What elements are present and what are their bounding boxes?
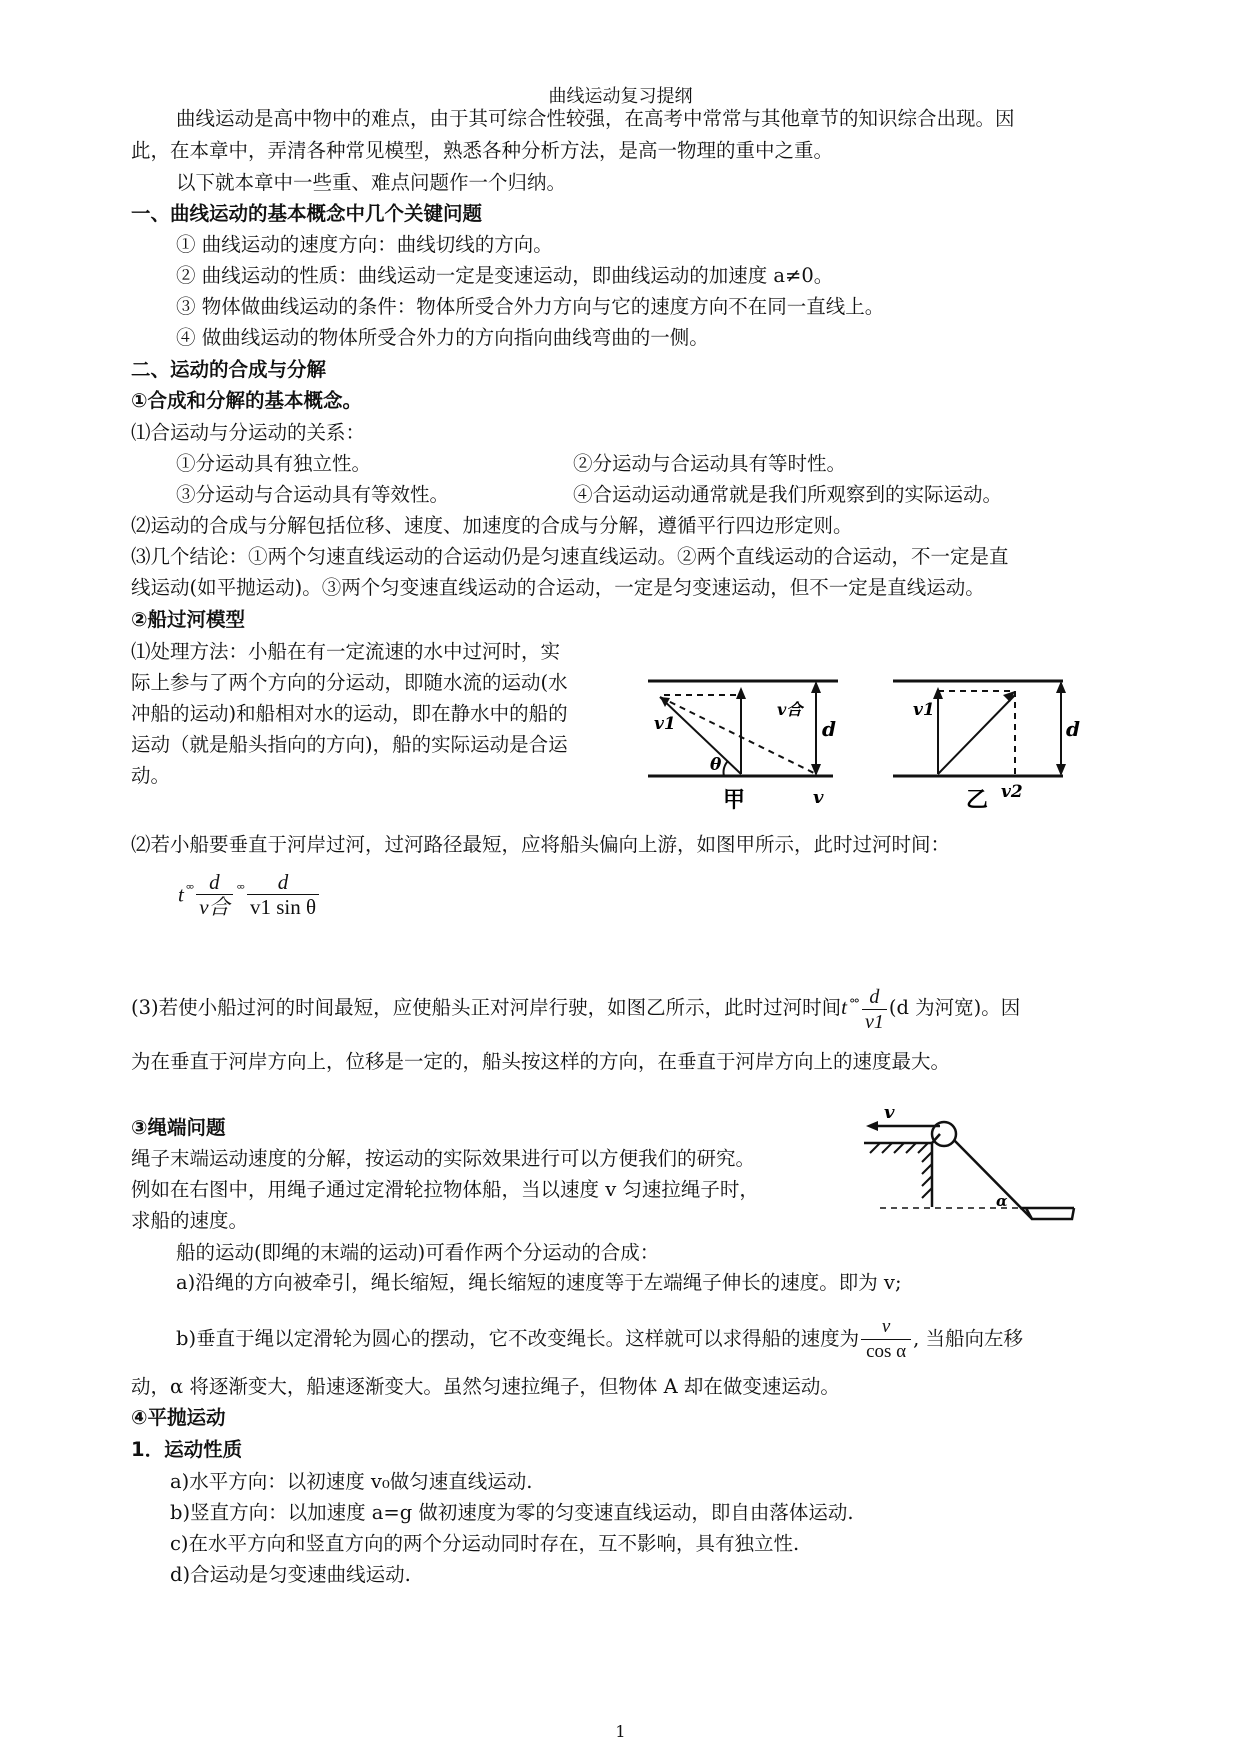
relation-title: ⑴合运动与分运动的关系： <box>131 421 366 444</box>
boat-method-line: ⑴处理方法：小船在有一定流速的水中过河时，实 <box>131 640 561 663</box>
conclusions-line-1: ⑶几个结论：①两个匀速直线运动的合运动仍是匀速直线运动。②两个直线运动的合运动，不一定是直 <box>131 545 1009 568</box>
formula-denominator: v1 <box>864 1011 884 1033</box>
formula-equals: °° <box>185 881 193 897</box>
document-title: 曲线运动复习提纲 <box>548 86 693 107</box>
boat-explanation: 为在垂直于河岸方向上，位移是一定的，船头按这样的方向，在垂直于河岸方向上的速度最大。 <box>131 1050 951 1073</box>
boat-heading: ②船过河模型 <box>131 608 246 631</box>
rope-heading: ③绳端问题 <box>131 1116 226 1139</box>
section-2-heading: 二、运动的合成与分解 <box>131 358 327 381</box>
rope-pulley-figure <box>860 1098 1082 1228</box>
conclusions-line-2: 线运动(如平抛运动)。③两个匀变速直线运动的合运动，一定是匀变速运动，但不一定是直线运动。 <box>131 576 985 599</box>
boat-shortest-time-line <box>131 985 1111 1034</box>
projectile-sub-heading: 1．运动性质 <box>131 1438 243 1461</box>
formula-equals: °° <box>848 997 858 1012</box>
label-d: d <box>822 717 836 741</box>
formula-shortest-path <box>178 870 321 919</box>
formula-denominator: v1 sin θ <box>249 895 317 919</box>
rope-component-b: b)垂直于绳以定滑轮为圆心的摆动，它不改变绳长。这样就可以求得船的速度为 $\frac{v}{\text{cos α}}$ , 当船向左移 <box>176 1316 1024 1362</box>
boat-figure-yi <box>893 677 1093 812</box>
section-1-item: ③ 物体做曲线运动的条件：物体所受合外力方向与它的速度方向不在同一直线上。 <box>176 295 885 318</box>
projectile-item: c)在水平方向和竖直方向的两个分运动同时存在，互不影响，具有独立性. <box>170 1532 800 1555</box>
boat-method-line: 际上参与了两个方向的分运动，即随水流的运动(水 <box>131 671 568 694</box>
page-number: 1 <box>615 1722 626 1741</box>
formula-numerator: d <box>196 870 232 895</box>
shortest-time-text: (3)若使小船过河的时间最短，应使船头正对河岸行驶，如图乙所示，此时过河时间 <box>131 996 842 1019</box>
formula-t: t <box>178 882 184 907</box>
label-v: v <box>813 787 824 808</box>
label-d: d <box>1066 717 1080 741</box>
label-v1: v1 <box>913 700 935 720</box>
section-1-item: ② 曲线运动的性质：曲线运动一定是变速运动，即曲线运动的加速度 a≠0。 <box>176 264 834 287</box>
boat-method-line: 运动（就是船头指向的方向)，船的实际运动是合运 <box>131 733 568 756</box>
rope-conclusion: 动，α 将逐渐变大，船速逐渐变大。虽然匀速拉绳子，但物体 A 却在做变速运动。 <box>131 1375 840 1398</box>
label-v2: v2 <box>1001 782 1023 802</box>
section-1-heading: 一、曲线运动的基本概念中几个关键问题 <box>131 202 483 225</box>
relation-item: ④合运动运动通常就是我们所观察到的实际运动。 <box>573 483 1003 506</box>
section-1-item: ④ 做曲线运动的物体所受合外力的方向指向曲线弯曲的一侧。 <box>176 326 709 349</box>
rope-component-a: a)沿绳的方向被牵引，绳长缩短，绳长缩短的速度等于左端绳子伸长的速度。即为 v; <box>176 1271 902 1294</box>
label-v: v <box>884 1102 895 1123</box>
label-theta: θ <box>710 755 722 775</box>
formula-numerator: d <box>247 870 319 895</box>
projectile-item: d)合运动是匀变速曲线运动. <box>170 1563 411 1586</box>
relation-item: ①分运动具有独立性。 <box>176 452 372 475</box>
rope-component-b-text: b)垂直于绳以定滑轮为圆心的摆动，它不改变绳长。这样就可以求得船的速度为 <box>176 1327 860 1350</box>
projectile-item: a)水平方向：以初速度 v₀做匀速直线运动. <box>170 1470 533 1493</box>
rope-fraction-denominator: cos α <box>866 1341 907 1362</box>
rope-component-b-tail: 当船向左移 <box>925 1327 1024 1350</box>
boat-method-line: 冲船的运动)和船相对水的运动，即在静水中的船的 <box>131 702 568 725</box>
rope-text-line: 求船的速度。 <box>131 1209 249 1232</box>
intro-line-2: 此，在本章中，弄清各种常见模型，熟悉各种分析方法，是高一物理的重中之重。 <box>131 139 834 162</box>
projectile-heading: ④平抛运动 <box>131 1406 226 1429</box>
section-2-sub-heading: ①合成和分解的基本概念。 <box>131 389 363 412</box>
figure-caption-jia: 甲 <box>723 788 746 812</box>
projectile-item: b)竖直方向：以加速度 a=g 做初速度为零的匀变速直线运动，即自由落体运动. <box>170 1501 854 1524</box>
formula-equals: °° <box>236 881 243 897</box>
label-v-combined: v合 <box>777 700 803 719</box>
composition-paragraph: ⑵运动的合成与分解包括位移、速度、加速度的合成与分解，遵循平行四边形定则。 <box>131 514 853 537</box>
rope-decomposition-text: 船的运动(即绳的末端的运动)可看作两个分运动的合成： <box>176 1241 660 1264</box>
label-v1: v1 <box>654 714 676 734</box>
shortest-time-tail: (d 为河宽)。因 <box>888 996 1021 1019</box>
rope-text-line: 例如在右图中，用绳子通过定滑轮拉物体船，当以速度 v 匀速拉绳子时， <box>131 1178 759 1201</box>
formula-numerator: d <box>862 985 887 1010</box>
relation-item: ③分运动与合运动具有等效性。 <box>176 483 450 506</box>
boat-shortest-path-text: ⑵若小船要垂直于河岸过河，过河路径最短，应将船头偏向上游，如图甲所示，此时过河时间： <box>131 833 951 856</box>
formula-denominator: v合 <box>199 895 230 919</box>
intro-paragraph-2: 以下就本章中一些重、难点问题作一个归纳。 <box>176 171 567 194</box>
relation-item: ②分运动与合运动具有等时性。 <box>573 452 847 475</box>
rope-fraction-numerator: v <box>861 1315 911 1340</box>
intro-line-1: 曲线运动是高中物中的难点，由于其可综合性较强，在高考中常常与其他章节的知识综合出现。因 <box>176 107 1015 130</box>
rope-text-line: 绳子末端运动速度的分解，按运动的实际效果进行可以方便我们的研究。 <box>131 1147 756 1170</box>
figure-caption-yi: 乙 <box>966 788 989 812</box>
label-alpha: α <box>996 1192 1008 1210</box>
formula-t: t <box>841 995 847 1019</box>
boat-figure-jia <box>648 677 848 812</box>
boat-method-line: 动。 <box>131 764 171 787</box>
section-1-item: ① 曲线运动的速度方向：曲线切线的方向。 <box>176 233 553 256</box>
